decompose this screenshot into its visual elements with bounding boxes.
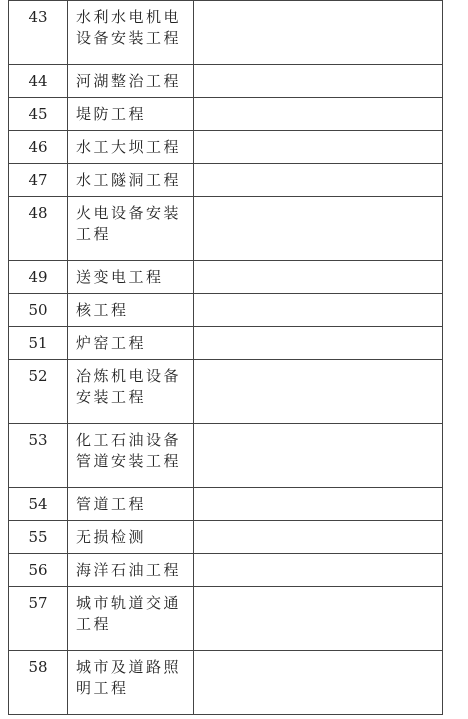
row-number-cell: 51 (9, 327, 68, 360)
table-row (9, 98, 443, 131)
project-name-cell: 无损检测 (68, 521, 194, 554)
table-row (9, 554, 443, 587)
blank-cell (194, 488, 443, 521)
blank-cell (194, 327, 443, 360)
blank-cell (194, 521, 443, 554)
blank-cell (194, 424, 443, 488)
row-number-cell: 43 (9, 1, 68, 65)
blank-cell (194, 131, 443, 164)
project-name-cell: 城市轨道交通工程 (68, 587, 194, 651)
row-number-cell: 57 (9, 587, 68, 651)
row-number-cell: 52 (9, 360, 68, 424)
project-name-cell: 水利水电机电设备安装工程 (68, 1, 194, 65)
table-row (9, 197, 443, 261)
blank-cell (194, 1, 443, 65)
table-row (9, 131, 443, 164)
table-row (9, 164, 443, 197)
project-name-cell: 城市及道路照明工程 (68, 651, 194, 715)
project-name-cell: 河湖整治工程 (68, 65, 194, 98)
table-row (9, 521, 443, 554)
blank-cell (194, 587, 443, 651)
project-name-cell: 水工大坝工程 (68, 131, 194, 164)
project-name-cell: 化工石油设备管道安装工程 (68, 424, 194, 488)
project-name-cell: 核工程 (68, 294, 194, 327)
row-number-cell: 54 (9, 488, 68, 521)
table-row (9, 65, 443, 98)
row-number-cell: 58 (9, 651, 68, 715)
blank-cell (194, 164, 443, 197)
table-row (9, 587, 443, 651)
blank-cell (194, 554, 443, 587)
row-number-cell: 45 (9, 98, 68, 131)
row-number-cell: 44 (9, 65, 68, 98)
blank-cell (194, 651, 443, 715)
project-name-cell: 冶炼机电设备安装工程 (68, 360, 194, 424)
row-number-cell: 49 (9, 261, 68, 294)
table-row (9, 360, 443, 424)
blank-cell (194, 65, 443, 98)
row-number-cell: 55 (9, 521, 68, 554)
engineering-category-table-wrapper (8, 0, 442, 715)
row-number-cell: 48 (9, 197, 68, 261)
project-name-cell: 炉窑工程 (68, 327, 194, 360)
table-row (9, 424, 443, 488)
project-name-cell: 管道工程 (68, 488, 194, 521)
project-name-cell: 堤防工程 (68, 98, 194, 131)
table-row (9, 488, 443, 521)
table-row (9, 261, 443, 294)
row-number-cell: 47 (9, 164, 68, 197)
project-name-cell: 水工隧洞工程 (68, 164, 194, 197)
table-row (9, 1, 443, 65)
project-name-cell: 火电设备安装工程 (68, 197, 194, 261)
row-number-cell: 50 (9, 294, 68, 327)
project-name-cell: 送变电工程 (68, 261, 194, 294)
blank-cell (194, 261, 443, 294)
blank-cell (194, 360, 443, 424)
blank-cell (194, 197, 443, 261)
table-body (9, 1, 443, 715)
engineering-category-table (8, 0, 443, 715)
project-name-cell: 海洋石油工程 (68, 554, 194, 587)
table-row (9, 294, 443, 327)
row-number-cell: 56 (9, 554, 68, 587)
blank-cell (194, 98, 443, 131)
row-number-cell: 46 (9, 131, 68, 164)
blank-cell (194, 294, 443, 327)
table-row (9, 651, 443, 715)
row-number-cell: 53 (9, 424, 68, 488)
table-row (9, 327, 443, 360)
